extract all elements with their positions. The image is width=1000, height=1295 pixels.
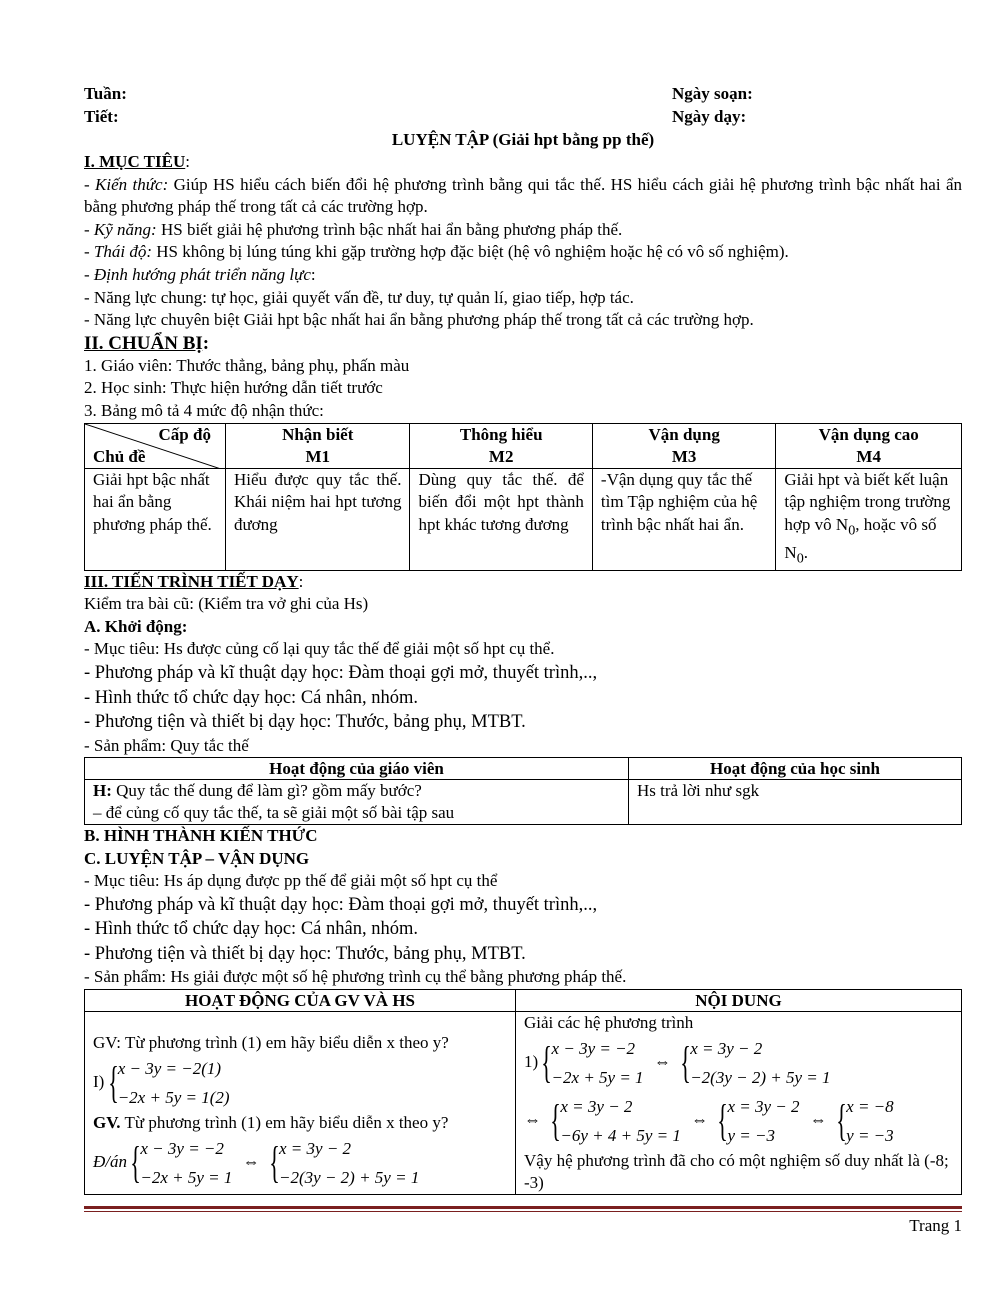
footer-rule-thin [84, 1211, 962, 1212]
level-label: Cấp độ [158, 424, 211, 444]
diagonal-header-cell [85, 423, 226, 468]
teacher-prep: 1. Giáo viên: Thước thẳng, bảng phụ, phấn màu [84, 355, 410, 375]
gv-hs-activity-header: HOẠT ĐỘNG CỦA GV VÀ HS [85, 990, 516, 1012]
section1-heading: I. MỤC TIÊU: [84, 152, 190, 171]
warmup-heading: A. Khởi động: [84, 616, 188, 636]
student-activity-header: Hoạt động của học sinh [629, 758, 962, 780]
lesson-title: LUYỆN TẬP (Giải hpt bằng pp thế) [391, 130, 655, 149]
practice-goal: - Mục tiêu: Hs áp dụng được pp thế để giải một số hpt cụ thể [84, 871, 498, 891]
content-header: NỘI DUNG [516, 990, 962, 1012]
header-row-1 [84, 82, 962, 105]
header-m3: Vận dụng M3 [592, 423, 775, 468]
m2-cell: Dùng quy tắc thế. để biến đổi một hpt thành hpt khác tương đương [410, 468, 592, 570]
content-cell [516, 1012, 962, 1195]
practice-equipment: - Phương tiện và thiết bị dạy học: Thước, bảng phụ, MTBT. [84, 943, 526, 964]
period-label: Tiết: [84, 107, 119, 126]
old-lesson-check: Kiểm tra bài cũ: (Kiểm tra vở ghi của Hs) [84, 594, 369, 614]
header-row-2 [84, 105, 962, 128]
specific-competence: - Năng lực chuyên biệt Giải hpt bậc nhất hai ẩn bằng phương pháp thế trong tất cả các trường hợp. [84, 310, 754, 330]
practice-heading: C. LUYỆN TẬP – VẬN DỤNG [84, 848, 310, 868]
practice-activity-table [84, 989, 962, 1195]
answer-system: Đ/án { x − 3y = −2 −2x + 5y = 1 ⇔ { x = 3y − 2 −2(3y − 2) + 5y = 1 [93, 1138, 420, 1188]
teacher-activity-header: Hoạt động của giáo viên [85, 758, 629, 780]
warmup-form: - Hình thức tổ chức dạy học: Cá nhân, nhóm. [84, 687, 418, 708]
m3-cell: -Vận dụng quy tắc thế tìm Tập nghiệm của hệ trình bậc nhất hai ẩn. [592, 468, 775, 570]
attitude-objective: - Thái độ: HS không bị lúng túng khi gặp trường hợp đặc biệt (hệ vô nghiệm hoặc hệ có vô số nghiệm). [84, 242, 789, 262]
topic-label: Chủ đề [93, 446, 146, 466]
page-number: Trang 1 [909, 1216, 962, 1235]
knowledge-formation-heading: B. HÌNH THÀNH KIẾN THỨC [84, 826, 318, 846]
system-one: I) { x − 3y = −2(1) −2x + 5y = 1(2) [93, 1058, 230, 1108]
section3-heading: III. TIẾN TRÌNH TIẾT DẠY: [84, 571, 304, 591]
solution-conclusion: Vậy hệ phương trình đã cho có một nghiệm số duy nhất là (-8; -3) [524, 1151, 949, 1193]
practice-method: - Phương pháp và kĩ thuật dạy học: Đàm thoại gợi mở, thuyết trình,.., [84, 894, 598, 915]
header-m4: Vận dụng cao M4 [776, 423, 962, 468]
document-page [84, 82, 962, 1195]
teacher-activity-cell: H: Quy tắc thế dung để làm gì? gồm mấy bước? – để củng cố quy tắc thế, ta sẽ giải một số bài tập sau [85, 780, 629, 825]
solution-step-1: 1) { x − 3y = −2 −2x + 5y = 1 ⇔ { x = 3y − 2 −2(3y − 2) + 5y = 1 [524, 1038, 831, 1088]
gv-question-2: GV. Từ phương trình (1) em hãy biểu diễn x theo y? [93, 1113, 449, 1133]
warmup-activity-table [84, 757, 962, 825]
warmup-product: - Sản phẩm: Quy tắc thế [84, 735, 249, 755]
general-competence: - Năng lực chung: tự học, giải quyết vấn đề, tư duy, tự quản lí, giao tiếp, hợp tác. [84, 287, 634, 307]
prep-date-label: Ngày soạn: [672, 84, 753, 103]
levels-table-intro: 3. Bảng mô tả 4 mức độ nhận thức: [84, 400, 324, 420]
gv-hs-activity-cell [85, 1012, 516, 1195]
m4-cell: Giải hpt và biết kết luận tập nghiệm trong trường hợp vô $N_0$, hoặc vô số $N_0$. [776, 468, 962, 570]
competence-orientation: - Định hướng phát triển năng lực: [84, 264, 316, 284]
skill-objective: - Kỹ năng: HS biết giải hệ phương trình bậc nhất hai ẩn bằng phương pháp thế. [84, 219, 623, 239]
section2-heading: II. CHUẨN BỊ: [84, 332, 210, 354]
m1-cell: Hiểu được quy tắc thế. Khái niệm hai hpt tương đương [225, 468, 410, 570]
warmup-goal: - Mục tiêu: Hs được củng cố lại quy tắc thế để giải một số hpt cụ thể. [84, 639, 555, 659]
practice-form: - Hình thức tổ chức dạy học: Cá nhân, nhóm. [84, 919, 418, 940]
student-activity-cell: Hs trả lời như sgk [629, 780, 962, 825]
warmup-method: - Phương pháp và kĩ thuật dạy học: Đàm thoại gợi mở, thuyết trình,.., [84, 663, 598, 684]
teach-date-label: Ngày dạy: [672, 107, 747, 126]
header-m2: Thông hiểu M2 [410, 423, 592, 468]
warmup-equipment: - Phương tiện và thiết bị dạy học: Thước, bảng phụ, MTBT. [84, 712, 526, 733]
solution-step-2: ⇔ { x = 3y − 2 −6y + 4 + 5y = 1 ⇔ { x = 3y − 2 y = −3 ⇔ { x = −8 y = −3 [524, 1096, 894, 1146]
topic-cell: Giải hpt bậc nhất hai ẩn bằng phương pháp thế. [85, 468, 226, 570]
cognitive-levels-table [84, 423, 962, 571]
header-m1: Nhận biết M1 [225, 423, 410, 468]
footer-rule-thick [84, 1206, 962, 1209]
content-intro: Giải các hệ phương trình [524, 1013, 694, 1033]
gv-question-1: GV: Từ phương trình (1) em hãy biểu diễn x theo y? [93, 1033, 449, 1053]
student-prep: 2. Học sinh: Thực hiện hướng dẫn tiết trước [84, 378, 383, 398]
week-label: Tuần: [84, 84, 127, 103]
knowledge-objective: - Kiến thức: Giúp HS hiểu cách biến đổi hệ phương trình bằng qui tắc thế. HS hiểu cách giải hệ phương trình bậc nhất hai ẩn bằng phương pháp thế trong tất cả các trường hợp. [84, 174, 962, 217]
practice-product: - Sản phẩm: Hs giải được một số hệ phương trình cụ thể bằng phương pháp thế. [84, 967, 627, 987]
